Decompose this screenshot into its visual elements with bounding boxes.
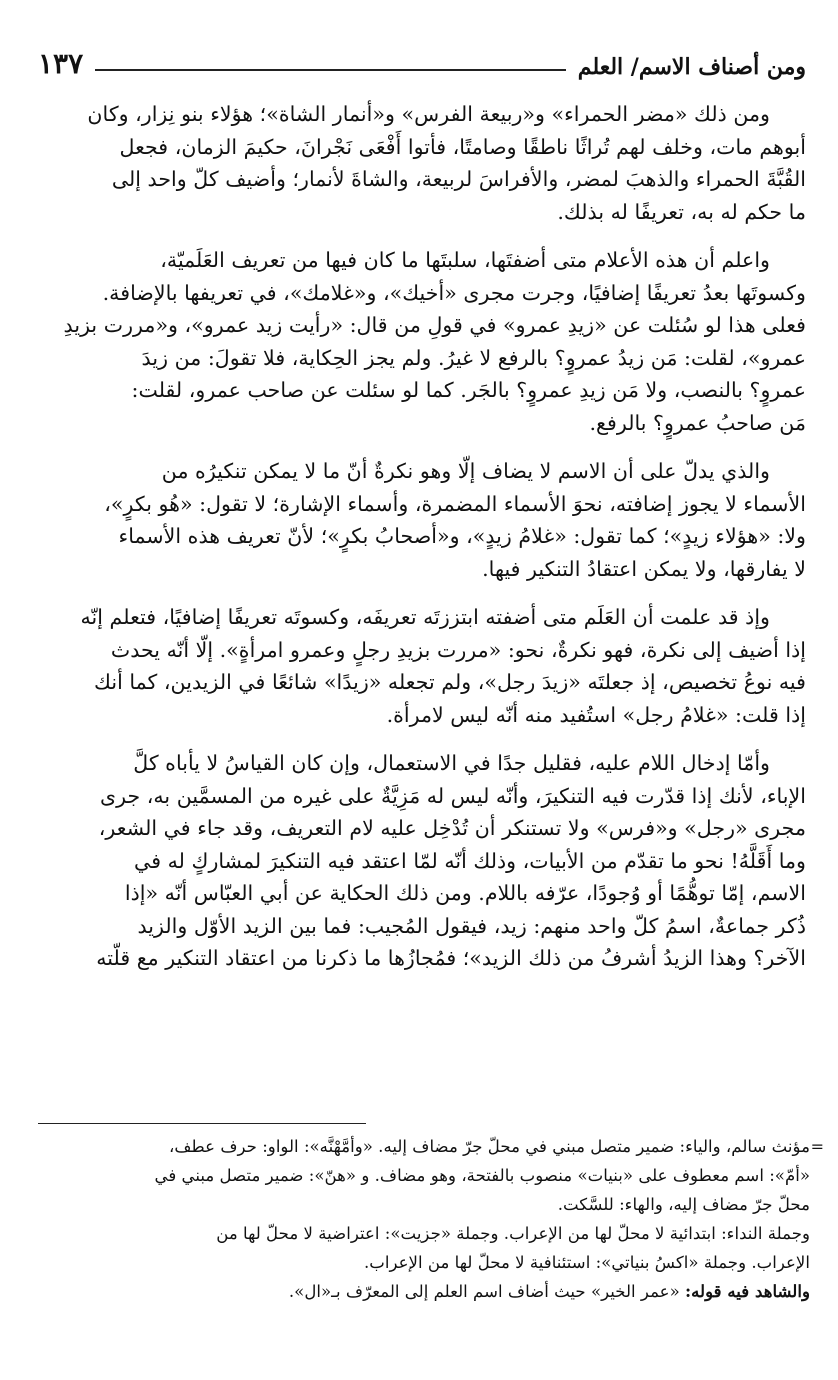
page-number: ١٣٧ bbox=[38, 47, 84, 80]
paragraph: والذي يدلّ على أن الاسم لا يضاف إلّا وهو نكرةٌ أنّ ما لا يمكن تنكيرُه من الأسماء لا يجوز إضافته، نحوَ الأسماء المضمرة، وأسماء الإشارة؛ لا تقول: «هُو بكرٍ»، ولا: «هؤلاء زيدٍ»؛ كما تقول: «غلامُ زيدٍ»، و«أصحابُ بكرٍ»؛ لأنّ تعريف هذه الأسماء لا يفارقها، ولا يمكن اعتقادُ التنكير فيها. bbox=[104, 459, 806, 581]
paragraph: ومن ذلك «مضر الحمراء» و«ربيعة الفرس» و«أنمار الشاة»؛ هؤلاء بنو نِزار، وكان أبوهم مات، وخلف لهم تُراثًا ناطقًا وصامتًا، فأتوا أَفْعَى نَجْرانَ، حكيمَ الزمان، فجعل القُبَّةَ الحمراء والذهبَ لمضر، والأفراسَ لربيعة، والشاةَ لأنمار؛ وأضيف كلّ واحد إلى ما حكم له به، تعريفًا له بذلك. bbox=[87, 102, 806, 224]
running-header bbox=[38, 36, 806, 80]
continuation-marker: = bbox=[810, 1137, 824, 1156]
paragraph: وأمّا إدخال اللام عليه، فقليل جدًا في الاستعمال، وإن كان القياسُ لا يأباه كلَّ الإباء، لأنك إذا قدّرت فيه التنكيرَ، وأنّه ليس له مَزِيَّةٌ على غيره من المسمَّين به، جرى مجرى «رجل» و«فرس» ولا تستنكر أن تُدْخِل عليه لام التعريف، وقد جاء في الشعر، وما أَقَلَّهُ! نحو ما تقدّم من الأبيات، وذلك أنّه لمّا اعتقد فيه التنكيرَ لمشاركٍ له في الاسم، إمّا توهُّمًا أو وُجودًا، عرّفه باللام. ومن ذلك الحكاية عن أبي العبّاس أنّه «إذا ذُكر جماعةٌ، اسمُ كلّ واحد منهم: زيد، فيقول المُجيب: فما بين الزيد الأوّل والزيد الآخر؟ وهذا الزيدُ أشرفُ من ذلك الزيد»؛ فمُجازُها ما ذكرنا من اعتقاد التنكير مع قلّته bbox=[96, 751, 806, 970]
footnotes bbox=[38, 1132, 824, 1306]
paragraph: واعلم أن هذه الأعلام متى أضفتَها، سلبتَها ما كان فيها من تعريف العَلَميّة، وكسوتَها بعدُ تعريفًا إضافيًا، وجرت مجرى «أخيك»، و«غلامك»، في تعريفها بالإضافة. فعلى هذا لو سُئلت عن «زيدِ عمرو» في قولِ من قال: «رأيت زيد عمرو»، و«مررت بزيدِ عمرو»، لقلت: مَن زيدُ عمروٍ؟ بالرفع لا غيرُ. ولم يجز الحِكاية، فلا تقولَ: من زيدَ عمروٍ؟ بالنصب، ولا مَن زيدِ عمروٍ؟ بالجَر. كما لو سئلت عن صاحب عمرو، لقلت: مَن صاحبُ عمروٍ؟ بالرفع. bbox=[63, 248, 806, 435]
witness-text: «عمر الخير» حيث أضاف اسم العلم إلى المعرّف بـ«ال». bbox=[288, 1282, 680, 1301]
footnote-witness bbox=[38, 1277, 810, 1306]
chapter-title: ومن أصناف الاسم/ العلم bbox=[577, 54, 806, 80]
main-text bbox=[38, 98, 806, 991]
footnote-text: مؤنث سالم، والياء: ضمير متصل مبني في محلّ جرّ مضاف إليه. «وأمَّهْنَّه»: الواو: حرف عطف، «أمّ»: اسم معطوف على «بنيات» منصوب بالفتحة، وهو مضاف. و «هنّ»: ضمير متصل مبني في محلّ جرّ مضاف إليه، والهاء: للسَّكت. bbox=[154, 1137, 810, 1214]
footnote-text: وجملة النداء: ابتدائية لا محلّ لها من الإعراب. وجملة «جزيت»: اعتراضية لا محلّ لها من الإعراب. وجملة «اكسُ بنياتي»: استئنافية لا محلّ لها من الإعراب. bbox=[216, 1224, 810, 1272]
paragraph: وإذ قد علمت أن العَلَم متى أضفته ابتززتَه تعريفَه، وكسوتَه تعريفًا إضافيًا، فتعلم إنّه إذا أضيف إلى نكرة، فهو نكرةٌ، نحو: «مررت بزيدِ رجلٍ وعمرو امرأةٍ». إلّا أنّه يحدث فيه نوعُ تخصيص، إذ جعلتَه «زيدَ رجل»، ولم تجعله «زيدًا» شائعًا في الزيدين، كما أنك إذا قلت: «غلامُ رجل» استُفيد منه أنّه ليس لامرأة. bbox=[80, 605, 806, 727]
witness-label: والشاهد فيه قوله: bbox=[685, 1281, 810, 1301]
header-rule bbox=[95, 69, 566, 71]
footnote-continuation bbox=[38, 1132, 824, 1219]
footnote-separator bbox=[38, 1123, 366, 1124]
